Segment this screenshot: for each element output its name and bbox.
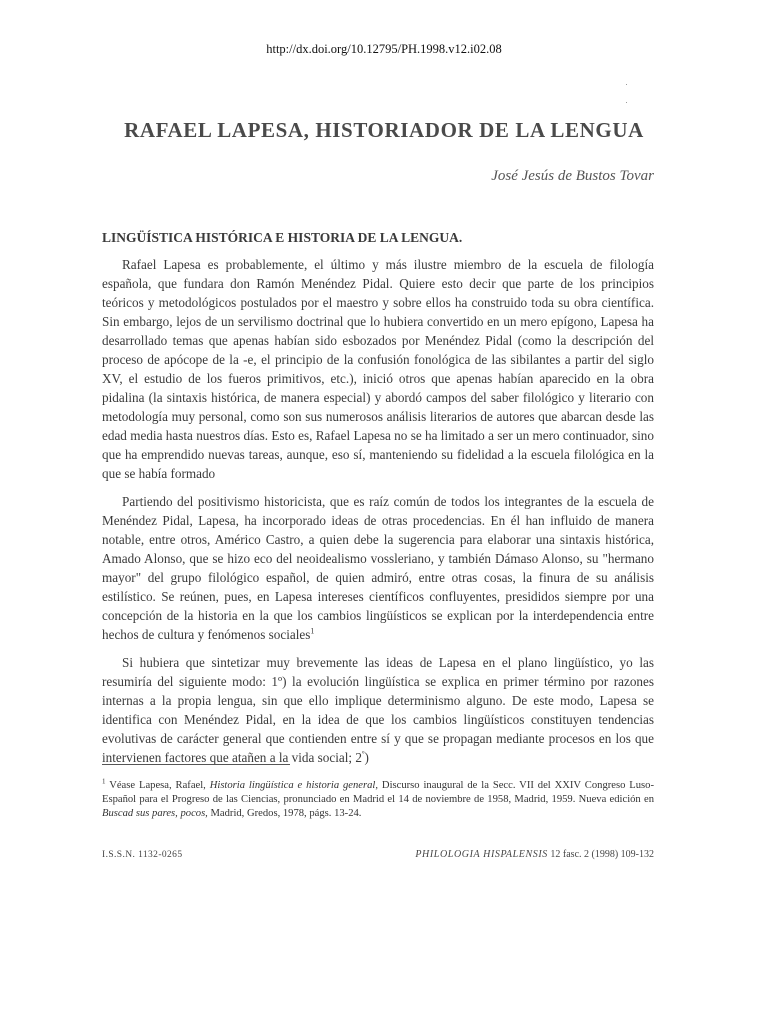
footer-citation: [415, 849, 654, 860]
footnote-1: [102, 779, 654, 821]
footnote-divider: [102, 764, 290, 765]
paragraph-3-text: Si hubiera que sintetizar muy brevemente las ideas de Lapesa en el plano lingüístico, yo las resumiría del siguiente modo: 1º) la evolución lingüística se explica en primer término por razones internas a la propia lengua, sin que ello implique determinismo alguno. De este modo, Lapesa se identifica con Menéndez Pidal, en la idea de que los cambios lingüísticos constituyen tendencias evolutivas de carácter general que contienden entre sí y que se propagan mediante procesos en los que intervienen factores que atañen a la vida social; 2: [102, 655, 654, 765]
article-body: [102, 255, 654, 776]
footer-issn: I.S.S.N. 1132-0265: [102, 850, 183, 860]
paragraph-2-text: Partiendo del positivismo historicista, que es raíz común de todos los integrantes de la escuela de Menéndez Pidal, Lapesa, ha incorporado ideas de otras procedencias. En él han influido de manera notable, entre otros, Américo Castro, a quien debe la sugerencia para elaborar una sintaxis histórica, Amado Alonso, que se hizo eco del neoidealismo vossleriano, y también Dámaso Alonso, su "hermano mayor" del grupo filológico español, de quien admiró, entre otras cosas, la finura de su análisis estilístico. Se reúnen, pues, en Lapesa intereses científicos confluyentes, presididos siempre por una concepción de la historia en la que los cambios lingüísticos se explican por la interdependencia entre hechos de cultura y fenómenos sociales: [102, 494, 654, 642]
paragraph-2: [102, 492, 654, 644]
footnote-ref-1[interactable]: 1: [310, 626, 315, 636]
footnote-text-b: Discurso inaugural de la Secc. VII del XXIV Congreso Luso-Español para el Progreso de las Ciencias, pronunciado en Madrid el 14 de noviembre de 1958, Madrid, 1959. Nueva edición en: [102, 780, 655, 805]
article-title: RAFAEL LAPESA, HISTORIADOR DE LA LENGUA: [124, 118, 644, 142]
paragraph-1-text: Rafael Lapesa es probablemente, el último y más ilustre miembro de la escuela de filología española, que fundara don Ramón Menéndez Pidal. Quiere esto decir que parte de los principios teóricos y metodológicos postulados por el maestro y sobre ellos ha construido toda su obra científica. Sin embargo, lejos de un servilismo doctrinal que lo hubiera convertido en un mero epígono, Lapesa ha desarrollado temas que apenas habían sido esbozados por Menéndez Pidal (como la descripción del proceso de apócope de la -e, el principio de la confusión fonológica de las sibilantes a partir del siglo XV, el estudio de los fueros primitivos, etc.), inició otros que apenas habían aparecido en la obra pidalina (la sintaxis histórica, de manera especial) y abordó campos del saber filológico y literario con metodología muy personal, como son sus numerosos análisis literarios de autores que abarcan desde las edad media hasta nuestros días. Esto es, Rafael Lapesa no se ha limitado a ser un mero continuador, sino que ha emprendido nuevas tareas, aunque, eso sí, manteniendo su fidelidad a la escuela filológica en la que se había formado: [102, 257, 654, 481]
paragraph-3: [102, 653, 654, 767]
ordinal-mark: º: [361, 749, 365, 759]
footnote-work-1: Historia lingüística e historia general,: [209, 780, 379, 791]
footnote-marker: 1: [102, 777, 106, 786]
section-heading: LINGÜÍSTICA HISTÓRICA E HISTORIA DE LA LENGUA.: [102, 230, 463, 245]
paragraph-1: [102, 255, 654, 483]
footnote-text-a: Véase Lapesa, Rafael,: [105, 780, 210, 791]
footnote-text-c: Madrid, Gredos, 1978, págs. 13-24.: [207, 808, 362, 819]
footer-details: 12 fasc. 2 (1998) 109-132: [547, 849, 654, 860]
paragraph-3-end: ): [364, 750, 369, 765]
scan-speck: [626, 72, 632, 74]
footer-journal: PHILOLOGIA HISPALENSIS: [415, 849, 548, 860]
doi-link[interactable]: http://dx.doi.org/10.12795/PH.1998.v12.i02.08: [266, 42, 502, 56]
footnote-work-2: Buscad sus pares, pocos,: [102, 808, 208, 819]
article-author: José Jesús de Bustos Tovar: [491, 168, 654, 184]
